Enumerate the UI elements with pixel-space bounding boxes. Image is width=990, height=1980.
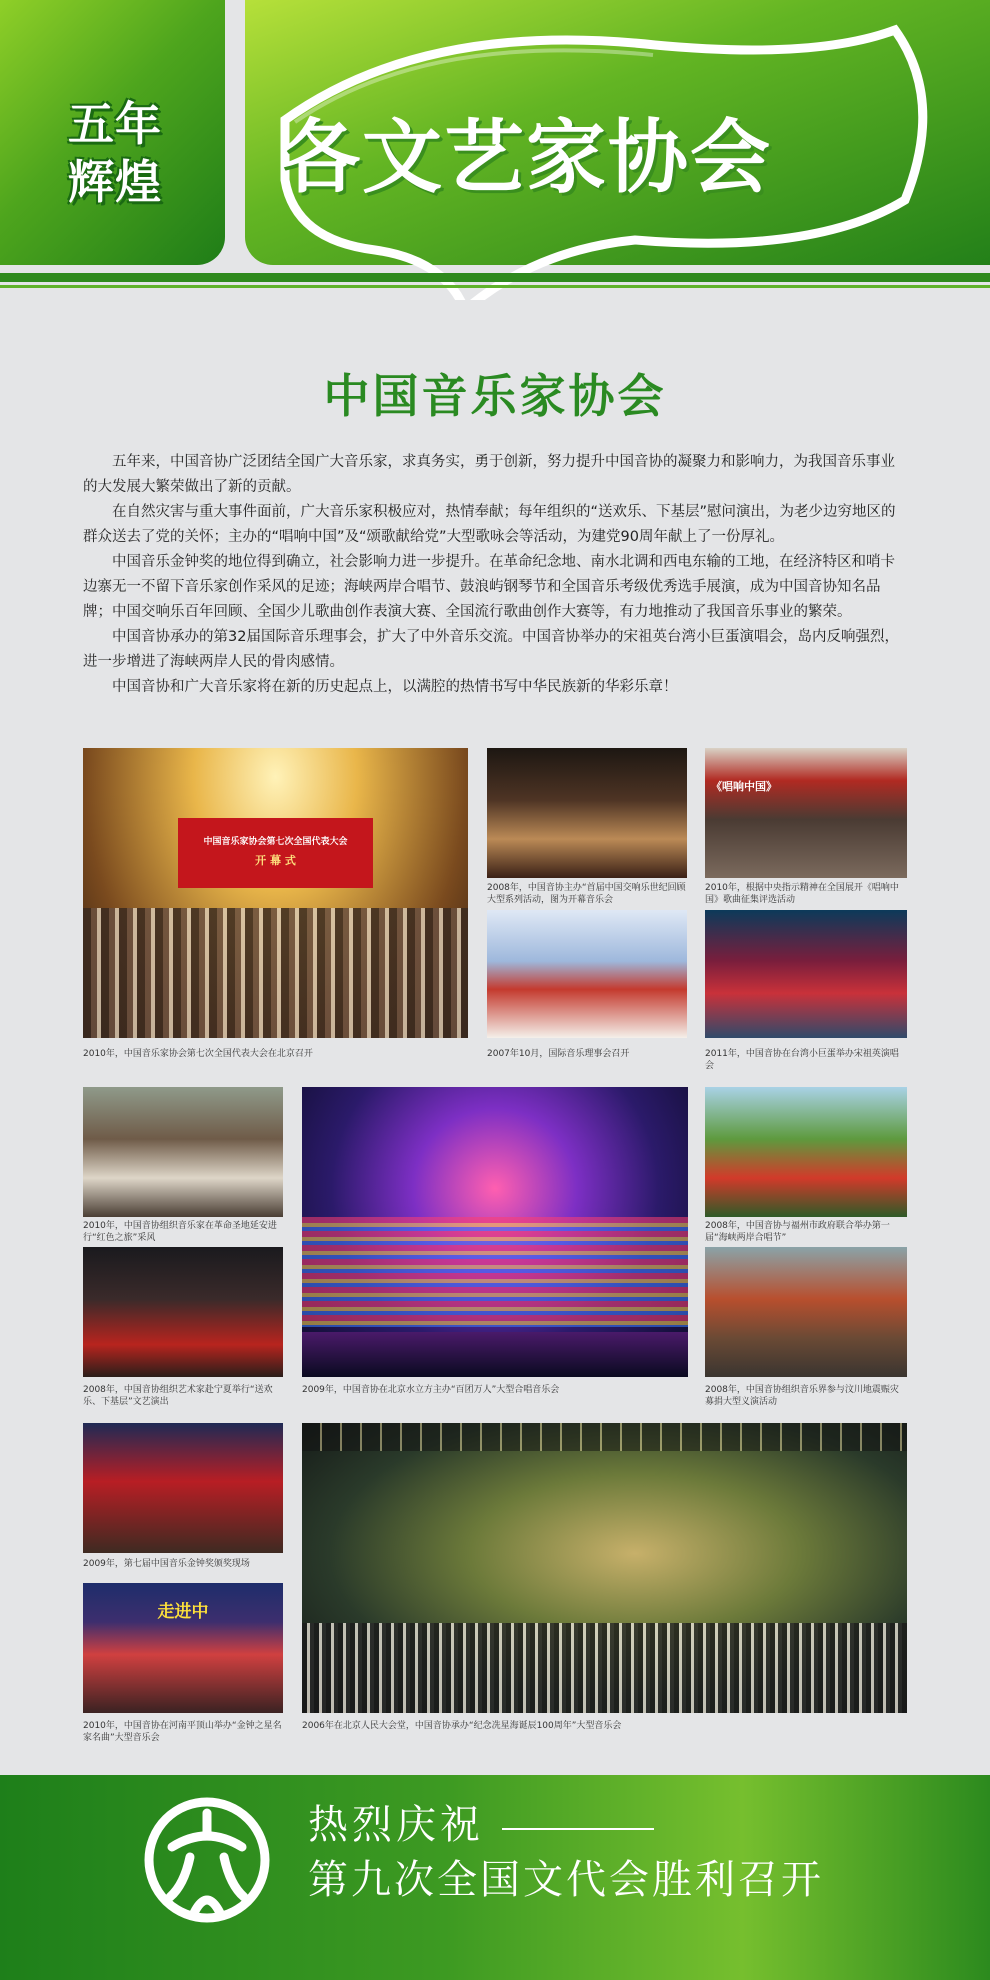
page-title: 各文艺家协会 xyxy=(280,111,772,204)
concert-banner-text: 走进中 xyxy=(157,1602,209,1622)
intro-paragraph: 在自然灾害与重大事件面前，广大音乐家积极应对，热情奉献；每年组织的“送欢乐、下基层”慰问演出，为老少边穷地区的群众送去了党的关怀；主办的“唱响中国”及“颂歌献给党”大型歌咏会等活动，为建党90周年献上了一份厚礼。 xyxy=(83,504,896,545)
photo-music-council xyxy=(487,910,687,1038)
header-stripe-thin xyxy=(0,285,990,288)
photo-ningxia-performance xyxy=(83,1247,283,1377)
photo-song-zuying-concert xyxy=(705,910,907,1038)
photo-sing-china-meeting xyxy=(705,748,907,878)
badge-line2: 辉煌 xyxy=(68,155,162,209)
choir-stands xyxy=(302,1217,688,1327)
meet-banner-text: 《唱响中国》 xyxy=(711,780,777,793)
orchestra-rows xyxy=(302,1623,907,1713)
photo-caption: 2008年，中国音协与福州市政府联合举办第一届“海峡两岸合唱节” xyxy=(705,1221,890,1243)
footer-rule xyxy=(502,1828,654,1830)
photo-strait-choir-festival xyxy=(705,1087,907,1217)
photo-caption: 2010年，中国音协在河南平顶山举办“金钟之星名家名曲”大型音乐会 xyxy=(83,1721,282,1743)
photo-caption: 2010年，根据中央指示精神在全国展开《唱响中国》歌曲征集评选活动 xyxy=(705,883,899,905)
photo-congress-hall xyxy=(83,748,468,1038)
intro-text xyxy=(83,450,908,700)
five-year-badge xyxy=(68,95,218,211)
photo-caption: 2009年，中国音协在北京水立方主办“百团万人”大型合唱音乐会 xyxy=(302,1385,560,1395)
photo-symphony-concert xyxy=(487,748,687,878)
photo-caption: 2010年，中国音乐家协会第七次全国代表大会在北京召开 xyxy=(83,1049,313,1059)
photo-caption: 2010年，中国音协组织音乐家在革命圣地延安进行“红色之旅”采风 xyxy=(83,1221,277,1243)
intro-paragraph: 五年来，中国音协广泛团结全国广大音乐家，求真务实，勇于创新，努力提升中国音协的凝聚力和影响力，为我国音乐事业的大发展大繁荣做出了新的贡献。 xyxy=(83,454,895,495)
stage-lights xyxy=(302,1423,907,1451)
photo-red-journey xyxy=(83,1087,283,1217)
photo-caption: 2008年，中国音协组织艺术家赴宁夏举行“送欢乐、下基层”文艺演出 xyxy=(83,1385,273,1407)
photo-caption: 2008年，中国音协主办“首届中国交响乐世纪回顾大型系列活动，图为开幕音乐会 xyxy=(487,883,686,905)
section-title: 中国音乐家协会 xyxy=(323,369,667,423)
intro-paragraph: 中国音乐金钟奖的地位得到确立，社会影响力进一步提升。在革命纪念地、南水北调和西电东输的工地，在经济特区和哨卡边寨无一不留下音乐家创作采风的足迹；海峡两岸合唱节、鼓浪屿钢琴节和全国音乐考级优秀选手展演，成为中国音协知名品牌；中国交响乐百年回顾、全国少儿歌曲创作表演大赛、全国流行歌曲创作大赛等，有力地推动了我国音乐事业的繁荣。 xyxy=(83,554,895,620)
photo-caption: 2007年10月，国际音乐理事会召开 xyxy=(487,1049,630,1059)
hall-banner-text: 中国音乐家协会第七次全国代表大会 xyxy=(203,837,348,847)
header-banner xyxy=(0,0,990,300)
header-stripe xyxy=(0,273,990,282)
intro-paragraph: 中国音协承办的第32届国际音乐理事会，扩大了中外音乐交流。中国音协举办的宋祖英台湾小巨蛋演唱会，岛内反响强烈，进一步增进了海峡两岸人民的骨肉感情。 xyxy=(83,629,899,670)
hall-banner-subtext: 开 幕 式 xyxy=(255,854,296,867)
photo-caption: 2011年，中国音协在台湾小巨蛋举办宋祖英演唱会 xyxy=(705,1049,899,1071)
audience-rows xyxy=(83,908,468,1038)
photo-caption: 2006年在北京人民大会堂，中国音协承办“纪念冼星海诞辰100周年”大型音乐会 xyxy=(302,1721,622,1731)
arena-floor xyxy=(302,1332,688,1377)
photo-caption: 2009年，第七届中国音乐金钟奖颁奖现场 xyxy=(83,1559,250,1569)
badge-line1: 五年 xyxy=(68,97,162,151)
footer-congress-text: 第九次全国文代会胜利召开 xyxy=(308,1857,824,1903)
photo-golden-bell-award xyxy=(83,1423,283,1553)
photo-xian-xinghai-concert xyxy=(302,1423,907,1713)
photo-water-cube-choir xyxy=(302,1087,688,1377)
photo-caption: 2008年，中国音协组织音乐界参与汶川地震赈灾募捐大型义演活动 xyxy=(705,1385,899,1407)
photo-wenchuan-benefit xyxy=(705,1247,907,1377)
photo-golden-bell-stars xyxy=(83,1583,283,1713)
intro-paragraph: 中国音协和广大音乐家将在新的历史起点上，以满腔的热情书写中华民族新的华彩乐章！ xyxy=(112,679,678,695)
federation-logo-icon xyxy=(142,1795,272,1925)
footer-celebrate-text: 热烈庆祝 xyxy=(308,1802,484,1848)
